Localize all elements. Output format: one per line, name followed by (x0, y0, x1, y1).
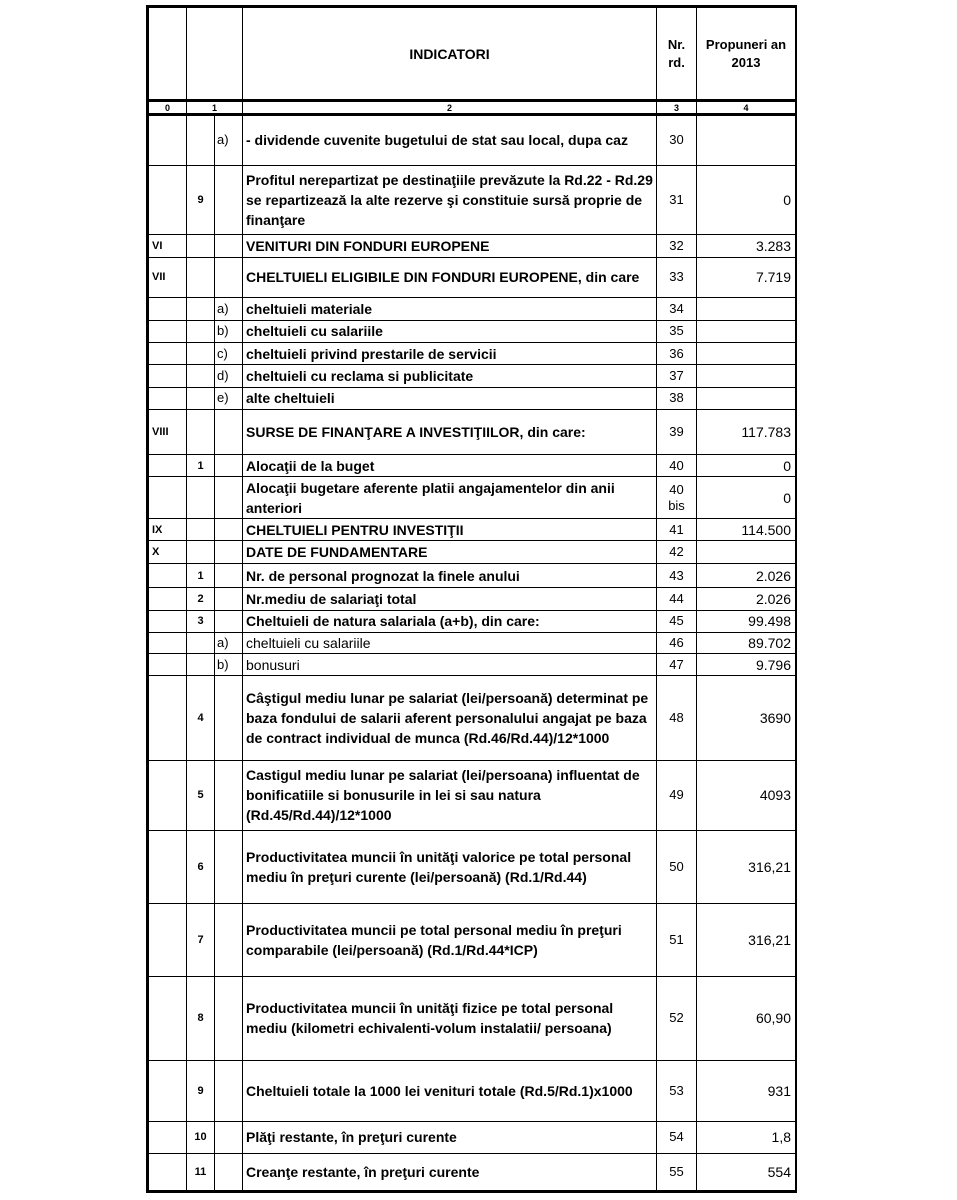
row-nr-cell: 38 (657, 387, 697, 409)
column-number-row (149, 101, 796, 115)
row-letter-cell: d) (215, 365, 243, 387)
row-letter-cell: e) (215, 387, 243, 409)
row-value-cell (697, 320, 796, 342)
table-row (149, 343, 796, 365)
row-nr-cell: 52 (657, 977, 697, 1060)
row-indicator-cell: DATE DE FUNDAMENTARE (243, 541, 657, 563)
row-nr-cell: 44 (657, 588, 697, 610)
row-section-cell (149, 343, 187, 365)
row-letter-cell (215, 903, 243, 976)
row-letter-cell (215, 588, 243, 610)
row-letter-cell: a) (215, 298, 243, 320)
row-indicator-cell: Nr.mediu de salariaţi total (243, 588, 657, 610)
row-section-cell (149, 675, 187, 761)
row-number-cell: 11 (187, 1154, 215, 1191)
row-section-cell (149, 1060, 187, 1121)
row-section-cell (149, 320, 187, 342)
row-section-cell (149, 454, 187, 476)
row-nr-cell: 33 (657, 257, 697, 298)
row-indicator-cell: Creanţe restante, în preţuri curente (243, 1154, 657, 1191)
table-row (149, 298, 796, 320)
row-number-cell: 10 (187, 1121, 215, 1154)
row-number-cell: 8 (187, 977, 215, 1060)
table-row (149, 257, 796, 298)
row-number-cell: 5 (187, 761, 215, 830)
header-row (149, 8, 796, 101)
row-letter-cell (215, 610, 243, 632)
row-value-cell: 89.702 (697, 633, 796, 654)
row-number-cell (187, 410, 215, 455)
row-number-cell (187, 115, 215, 166)
row-letter-cell: c) (215, 343, 243, 365)
row-nr-cell: 39 (657, 410, 697, 455)
row-number-cell (187, 235, 215, 257)
row-value-cell: 0 (697, 477, 796, 519)
row-number-cell (187, 320, 215, 342)
row-indicator-cell: Cheltuieli totale la 1000 lei venituri totale (Rd.5/Rd.1)x1000 (243, 1060, 657, 1121)
row-number-cell: 1 (187, 563, 215, 587)
row-indicator-cell: Productivitatea muncii pe total personal mediu în preţuri comparabile (lei/persoană) (Rd.1/Rd.44*ICP) (243, 903, 657, 976)
row-value-cell: 554 (697, 1154, 796, 1191)
table-row (149, 410, 796, 455)
row-nr-cell: 30 (657, 115, 697, 166)
row-number-cell: 9 (187, 1060, 215, 1121)
row-indicator-cell: Productivitatea muncii în unităţi valorice pe total personal mediu în preţuri curente (lei/persoană) (Rd.1/Rd.44) (243, 830, 657, 903)
header-nr-rd: Nr. rd. (657, 8, 697, 101)
table-row (149, 675, 796, 761)
row-number-cell (187, 257, 215, 298)
row-value-cell: 99.498 (697, 610, 796, 632)
row-value-cell (697, 343, 796, 365)
row-letter-cell: b) (215, 320, 243, 342)
row-letter-cell (215, 410, 243, 455)
row-nr-cell: 31 (657, 165, 697, 234)
row-value-cell: 2.026 (697, 588, 796, 610)
row-nr-cell: 41 (657, 519, 697, 541)
row-value-cell: 0 (697, 165, 796, 234)
table-row (149, 1154, 796, 1191)
row-section-cell (149, 477, 187, 519)
row-number-cell: 7 (187, 903, 215, 976)
row-nr-cell: 36 (657, 343, 697, 365)
row-nr-cell: 54 (657, 1121, 697, 1154)
row-indicator-cell: Alocaţii de la buget (243, 454, 657, 476)
row-value-cell (697, 365, 796, 387)
row-letter-cell (215, 454, 243, 476)
row-nr-cell: 51 (657, 903, 697, 976)
row-letter-cell (215, 830, 243, 903)
table-row (149, 761, 796, 830)
row-letter-cell (215, 675, 243, 761)
column-number-2: 2 (243, 101, 657, 115)
row-letter-cell (215, 257, 243, 298)
row-letter-cell (215, 761, 243, 830)
row-indicator-cell: Câştigul mediu lunar pe salariat (lei/persoană) determinat pe baza fondului de salarii aferent personalului angajat pe baza de contract individual de munca (Rd.46/Rd.44)/12*1000 (243, 675, 657, 761)
row-section-cell (149, 365, 187, 387)
row-nr-cell: 42 (657, 541, 697, 563)
row-number-cell (187, 519, 215, 541)
table-row (149, 541, 796, 563)
table-body (149, 115, 796, 1191)
table-row (149, 454, 796, 476)
row-section-cell: VII (149, 257, 187, 298)
row-value-cell: 4093 (697, 761, 796, 830)
table-row (149, 633, 796, 654)
row-nr-cell: 40 (657, 454, 697, 476)
row-letter-cell (215, 165, 243, 234)
row-value-cell: 60,90 (697, 977, 796, 1060)
table-row (149, 830, 796, 903)
row-letter-cell (215, 1121, 243, 1154)
column-number-0: 0 (149, 101, 187, 115)
header-empty-cell-0 (149, 8, 187, 101)
row-section-cell (149, 830, 187, 903)
indicators-table-page (146, 5, 797, 1193)
row-value-cell: 2.026 (697, 563, 796, 587)
header-empty-cell-1 (187, 8, 243, 101)
row-letter-cell (215, 235, 243, 257)
row-letter-cell (215, 977, 243, 1060)
row-nr-cell: 45 (657, 610, 697, 632)
row-section-cell (149, 633, 187, 654)
row-section-cell (149, 165, 187, 234)
header-indicatori: INDICATORI (243, 8, 657, 101)
row-number-cell (187, 633, 215, 654)
row-indicator-cell: bonusuri (243, 654, 657, 675)
row-nr-cell: 53 (657, 1060, 697, 1121)
row-letter-cell: a) (215, 115, 243, 166)
table-row (149, 977, 796, 1060)
row-section-cell (149, 610, 187, 632)
table-row (149, 1060, 796, 1121)
table-row (149, 563, 796, 587)
row-nr-cell: 32 (657, 235, 697, 257)
row-value-cell: 316,21 (697, 830, 796, 903)
table-row (149, 519, 796, 541)
row-number-cell (187, 477, 215, 519)
row-value-cell (697, 115, 796, 166)
row-letter-cell (215, 1154, 243, 1191)
column-number-4: 4 (697, 101, 796, 115)
row-section-cell (149, 977, 187, 1060)
row-nr-cell: 48 (657, 675, 697, 761)
row-indicator-cell: CHELTUIELI PENTRU INVESTIŢII (243, 519, 657, 541)
row-nr-cell: 50 (657, 830, 697, 903)
row-number-cell (187, 654, 215, 675)
row-section-cell (149, 1154, 187, 1191)
row-indicator-cell: SURSE DE FINANŢARE A INVESTIŢIILOR, din care: (243, 410, 657, 455)
row-indicator-cell: CHELTUIELI ELIGIBILE DIN FONDURI EUROPENE, din care (243, 257, 657, 298)
table-row (149, 320, 796, 342)
row-value-cell: 316,21 (697, 903, 796, 976)
row-value-cell: 9.796 (697, 654, 796, 675)
row-section-cell (149, 115, 187, 166)
row-indicator-cell: cheltuieli privind prestarile de servicii (243, 343, 657, 365)
row-letter-cell (215, 541, 243, 563)
table-row (149, 654, 796, 675)
row-nr-cell: 55 (657, 1154, 697, 1191)
table-row (149, 387, 796, 409)
row-indicator-cell: alte cheltuieli (243, 387, 657, 409)
row-section-cell (149, 298, 187, 320)
row-value-cell: 117.783 (697, 410, 796, 455)
row-indicator-cell: Profitul nerepartizat pe destinaţiile prevăzute la Rd.22 - Rd.29 se repartizează la alte rezerve şi constituie sursă proprie de finanţare (243, 165, 657, 234)
row-letter-cell (215, 563, 243, 587)
table-row (149, 165, 796, 234)
table-row (149, 1121, 796, 1154)
header-propuneri: Propuneri an 2013 (697, 8, 796, 101)
row-section-cell: X (149, 541, 187, 563)
row-section-cell: VI (149, 235, 187, 257)
row-value-cell: 3690 (697, 675, 796, 761)
row-section-cell (149, 563, 187, 587)
row-section-cell: IX (149, 519, 187, 541)
row-number-cell: 2 (187, 588, 215, 610)
row-letter-cell: b) (215, 654, 243, 675)
indicators-table (148, 7, 796, 1191)
row-indicator-cell: VENITURI DIN FONDURI EUROPENE (243, 235, 657, 257)
row-number-cell: 4 (187, 675, 215, 761)
row-indicator-cell: - dividende cuvenite bugetului de stat sau local, dupa caz (243, 115, 657, 166)
row-value-cell: 114.500 (697, 519, 796, 541)
row-nr-cell: 43 (657, 563, 697, 587)
row-number-cell: 3 (187, 610, 215, 632)
row-indicator-cell: cheltuieli cu salariile (243, 320, 657, 342)
row-letter-cell (215, 477, 243, 519)
table-row (149, 235, 796, 257)
row-section-cell: VIII (149, 410, 187, 455)
table-row (149, 115, 796, 166)
row-value-cell: 1,8 (697, 1121, 796, 1154)
table-row (149, 903, 796, 976)
row-number-cell: 6 (187, 830, 215, 903)
table-row (149, 588, 796, 610)
row-nr-cell: 37 (657, 365, 697, 387)
row-letter-cell: a) (215, 633, 243, 654)
row-number-cell (187, 541, 215, 563)
row-nr-cell: 49 (657, 761, 697, 830)
row-nr-cell: 40 bis (657, 477, 697, 519)
row-section-cell (149, 903, 187, 976)
row-value-cell: 7.719 (697, 257, 796, 298)
row-number-cell: 1 (187, 454, 215, 476)
row-number-cell (187, 298, 215, 320)
row-value-cell: 0 (697, 454, 796, 476)
row-number-cell: 9 (187, 165, 215, 234)
row-indicator-cell: cheltuieli cu salariile (243, 633, 657, 654)
row-number-cell (187, 343, 215, 365)
row-value-cell: 3.283 (697, 235, 796, 257)
row-indicator-cell: Castigul mediu lunar pe salariat (lei/persoana) influentat de bonificatiile si bonusurile in lei si sau natura (Rd.45/Rd.44)/12*1000 (243, 761, 657, 830)
row-value-cell: 931 (697, 1060, 796, 1121)
row-letter-cell (215, 519, 243, 541)
row-nr-cell: 47 (657, 654, 697, 675)
row-letter-cell (215, 1060, 243, 1121)
row-section-cell (149, 588, 187, 610)
row-number-cell (187, 365, 215, 387)
row-nr-cell: 35 (657, 320, 697, 342)
row-value-cell (697, 298, 796, 320)
row-indicator-cell: Productivitatea muncii în unităţi fizice pe total personal mediu (kilometri echivalenti-volum instalatii/ persoana) (243, 977, 657, 1060)
table-row (149, 477, 796, 519)
table-row (149, 610, 796, 632)
row-nr-cell: 34 (657, 298, 697, 320)
row-indicator-cell: cheltuieli materiale (243, 298, 657, 320)
row-number-cell (187, 387, 215, 409)
column-number-3: 3 (657, 101, 697, 115)
row-indicator-cell: Alocaţii bugetare aferente platii angajamentelor din anii anteriori (243, 477, 657, 519)
row-section-cell (149, 387, 187, 409)
row-section-cell (149, 1121, 187, 1154)
row-indicator-cell: Nr. de personal prognozat la finele anului (243, 563, 657, 587)
column-number-1: 1 (187, 101, 243, 115)
row-indicator-cell: cheltuieli cu reclama si publicitate (243, 365, 657, 387)
row-section-cell (149, 761, 187, 830)
row-indicator-cell: Plăţi restante, în preţuri curente (243, 1121, 657, 1154)
row-value-cell (697, 387, 796, 409)
row-indicator-cell: Cheltuieli de natura salariala (a+b), din care: (243, 610, 657, 632)
row-section-cell (149, 654, 187, 675)
table-row (149, 365, 796, 387)
row-value-cell (697, 541, 796, 563)
row-nr-cell: 46 (657, 633, 697, 654)
